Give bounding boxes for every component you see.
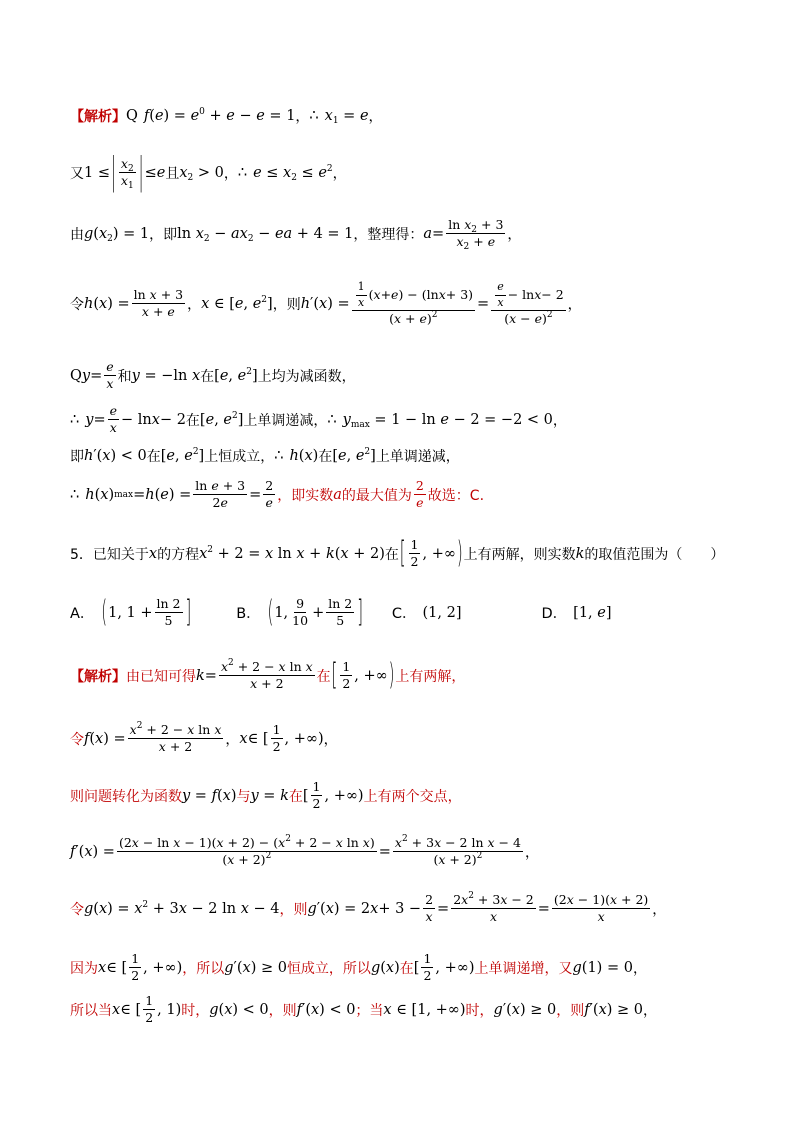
formula-s5-interval2: [ $\frac{1}{2}$ , +∞) (302, 779, 364, 812)
formula-x-1-inf: x ∈ [1, +∞) (383, 1001, 466, 1018)
formula-interval-4: [e, $e^2$] (332, 447, 376, 464)
formula-answer: $\frac{2}{e}$ (415, 478, 424, 511)
formula-f-prime: f ′( x ) = $\frac{(2x - \ln x - 1)(x + 2) - (x^2 + 2 - x \ln x)}{(x + 2)^2}$ = $\frac{x^2 + 3x - 2 \ln x - 4}{(x + 2)^2}$ (70, 834, 521, 868)
formula-fp-neg: f′(x) < 0 (296, 1001, 356, 1018)
solution5-line-1: 【解析】 由已知可得 k = $\frac{x^2 + 2 - x \ln x}{x + 2}$ 在 [ $\frac{1}{2}$ , +∞ ) 上有两解， (70, 658, 466, 693)
solution5-line-7: 所以当 x ∈ [ $\frac{1}{2}$ , 1) 时， g(x) < 0 ，则 f′(x) < 0 ；当 x ∈ [1, +∞) 时， g′(x) ≥ 0 ，则 f′(x) ≥ 0 ， (70, 993, 657, 1026)
formula-fx: f ( x ) = $\frac{x^2 + 2 - x \ln x}{x + 2}$ (84, 721, 222, 755)
formula-y-ex: y = $\frac{e}{x}$ (81, 359, 114, 392)
solution5-line-3: 则问题转化为函数 y = f(x) 与 y = k 在 [ $\frac{1}{2}$ , +∞) 上有两个交点， (70, 779, 462, 812)
option-c[interactable]: C． (1, 2] (391, 604, 462, 623)
analysis-line-8: ∴ h ( x ) max = h ( e ) = $\frac{\text{ln e + 3}}{2e}$ = $\frac{2}{e}$ ，即实数 a 的最大值为 $\frac{2}{e}$ 故选：C. (70, 478, 485, 511)
formula-gp-nonneg: g′(x) ≥ 0 (224, 959, 287, 976)
options-row (70, 597, 730, 629)
formula-y-k: y = k (250, 787, 289, 804)
formula-s5-half-1: x ∈ [ $\frac{1}{2}$ , 1) (112, 993, 182, 1026)
solution5-line-2: 令 f ( x ) = $\frac{x^2 + 2 - x \ln x}{x + 2}$ ， x ∈ [ $\frac{1}{2}$ , +∞) ， (70, 721, 338, 755)
analysis-line-5: Q y = $\frac{e}{x}$ 和 y = −ln x 在 [e, $e^2$] 上均为减函数， (70, 359, 356, 392)
formula-s5-interval3: [ $\frac{1}{2}$ , +∞) (413, 951, 475, 984)
formula-g-prime: g ′( x ) = 2 x + 3 − $\frac{2}{x}$ = $\frac{2x^2 + 3x - 2}{x}$ = $\frac{(2x - 1)(x + 2)}{x}$ (307, 891, 649, 925)
formula-g-neg: g(x) < 0 (209, 1001, 269, 1018)
solution5-line-4: f ′( x ) = $\frac{(2x - \ln x - 1)(x + 2) - (x^2 + 2 - x \ln x)}{(x + 2)^2}$ = $\frac{x^2 + 3x - 2 \ln x - 4}{(x + 2)^2}$ ， (70, 834, 539, 868)
formula-k: k = $\frac{x^2 + 2 - x \ln x}{x + 2}$ (196, 658, 313, 692)
option-d[interactable]: D． [1, e] (541, 604, 612, 623)
formula-gp-pos: g′(x) ≥ 0 (493, 1001, 557, 1018)
formula-x1: $x_1 = e$ (324, 108, 369, 126)
option-a[interactable]: A． ( 1, 1 + $\frac{\ln 2}{5}$ ] (70, 596, 192, 630)
formula-q5-interval: [ $\frac{1}{2}$ , +∞ ) (399, 537, 463, 571)
formula-h-max: h ( x ) max = h ( e ) = $\frac{\text{ln e + 3}}{2e}$ = $\frac{2}{e}$ (85, 478, 274, 511)
formula-s5-domain: x ∈ [ $\frac{1}{2}$ , +∞) (239, 722, 324, 755)
formula-hx: h(x) (289, 448, 319, 464)
analysis-line-3: 由 $g(x_2) = 1$ ，即 $\ln x_2 - ax_2$ − ea + 4 = 1 ，整理得： a = $\frac{\ln x_2 + 3}{x_2 + e}$ ， (70, 217, 522, 253)
formula-gx2: g(x) (370, 959, 400, 976)
formula-y-max: $y_{max} = 1 - \ln e - 2 = -2 < 0$ (342, 411, 553, 430)
solution5-line-6: 因为 x ∈ [ $\frac{1}{2}$ , +∞) ，所以 g′(x) ≥ 0 恒成立，所以 g(x) 在 [ $\frac{1}{2}$ , +∞) 上单调递增，又 g(1) = 0 ， (70, 951, 647, 984)
analysis-label: 【解析】 (70, 109, 126, 125)
formula-s5-x-in: x ∈ [ $\frac{1}{2}$ , +∞) (98, 951, 183, 984)
formula-hp-neg: h′(x) < 0 (84, 448, 147, 464)
formula-interval-1: [e, $e^2$] (214, 366, 258, 384)
formula-y-combined: y = $\frac{e}{x}$ − ln x − 2 (85, 403, 186, 436)
option-b[interactable]: B． ( 1, $\frac{9}{10}$ + $\frac{\ln 2}{5}$ ] (236, 596, 363, 630)
formula-f-e: $f(e) = e^0 + e - e = 1$ (143, 107, 296, 124)
formula-y-lnx: y = −ln x (131, 367, 201, 384)
formula-s5-interval: [ $\frac{1}{2}$ , +∞ ) (331, 659, 395, 693)
formula-x2-pos: $x_2 > 0$ (179, 164, 224, 183)
analysis-line-1: 【解析】 Q $f(e) = e^0 + e - e = 1$ ， ∴ $x_1 = e$ ， (70, 107, 383, 126)
formula-fp-pos: f′(x) ≥ 0 (584, 1001, 643, 1018)
formula-g1: g(1) = 0 (572, 959, 633, 976)
analysis-line-2: 又 1 ≤ | $\frac{x_2}{x_1}$ | ≤ e 且 $x_2 > 0$ ， ∴ $e \le x_2 \le e^2$ ， (70, 152, 347, 194)
formula-h: h ( x ) = $\frac{\text{ln x + 3}}{x + e}$ (84, 286, 184, 320)
analysis-line-4: 令 h ( x ) = $\frac{\text{ln x + 3}}{x + e}$ ， x ∈ [e, $e^2$] ，则 h ′( x ) = $\frac{1}{x}$ ( x + e ) − (ln x + 3) $(x + e)^2$ = $\frac{e}{x}$ − ln x − 2 $(x - e)^2$ ， (70, 280, 582, 327)
formula-ratio: 1 ≤ | $\frac{x_2}{x_1}$ | ≤ e (84, 152, 166, 194)
analysis-line-7: 即 h′(x) < 0 在 [e, $e^2$] 上恒成立， ∴ h(x) 在 [e, $e^2$] 上单调递减， (70, 447, 460, 465)
formula-a: a = $\frac{\ln x_2 + 3}{x_2 + e}$ (423, 217, 504, 253)
formula-x2-range: $e \le x_2 \le e^2$ (253, 163, 333, 183)
because-symbol: Q (126, 108, 138, 124)
formula-interval-3: [e, $e^2$] (160, 447, 205, 464)
question-5: 5．已知关于 x 的方程 $x^2 + 2 = x$ ln x + k(x + 2) 在 [ $\frac{1}{2}$ , +∞ ) 上有两解，则实数 k 的取值范围为（ ） (70, 537, 725, 571)
formula-y-fx: y = f(x) (182, 787, 237, 804)
formula-h-prime: h ′( x ) = $\frac{1}{x}$ ( x + e ) − (ln x + 3) $(x + e)^2$ = $\frac{e}{x}$ − ln x − 2 $(x - e)^2$ (300, 280, 564, 327)
solution5-line-5: 令 $g(x) = x^2 + 3x - 2$ ln x − 4 ，则 g ′( x ) = 2 x + 3 − $\frac{2}{x}$ = $\frac{2x^2 + 3x - 2}{x}$ = $\frac{(2x - 1)(x + 2)}{x}$ ， (70, 891, 667, 925)
formula-ln-eq: $\ln x_2 - ax_2$ − ea + 4 = 1 (177, 225, 354, 244)
analysis-line-6: ∴ y = $\frac{e}{x}$ − ln x − 2 在 [e, $e^2$] 上单调递减， ∴ $y_{max} = 1 - \ln e - 2 = -2 < 0$ ， (70, 403, 567, 436)
formula-g-x2: $g(x_2) = 1$ (84, 225, 150, 244)
formula-domain: x ∈ [e, $e^2$] (201, 294, 273, 312)
formula-q5-equation: $x^2 + 2 = x$ ln x + k(x + 2) (199, 544, 385, 562)
formula-interval-2: [e, $e^2$] (199, 410, 244, 428)
formula-gx: $g(x) = x^2 + 3x - 2$ ln x − 4 (84, 899, 280, 917)
